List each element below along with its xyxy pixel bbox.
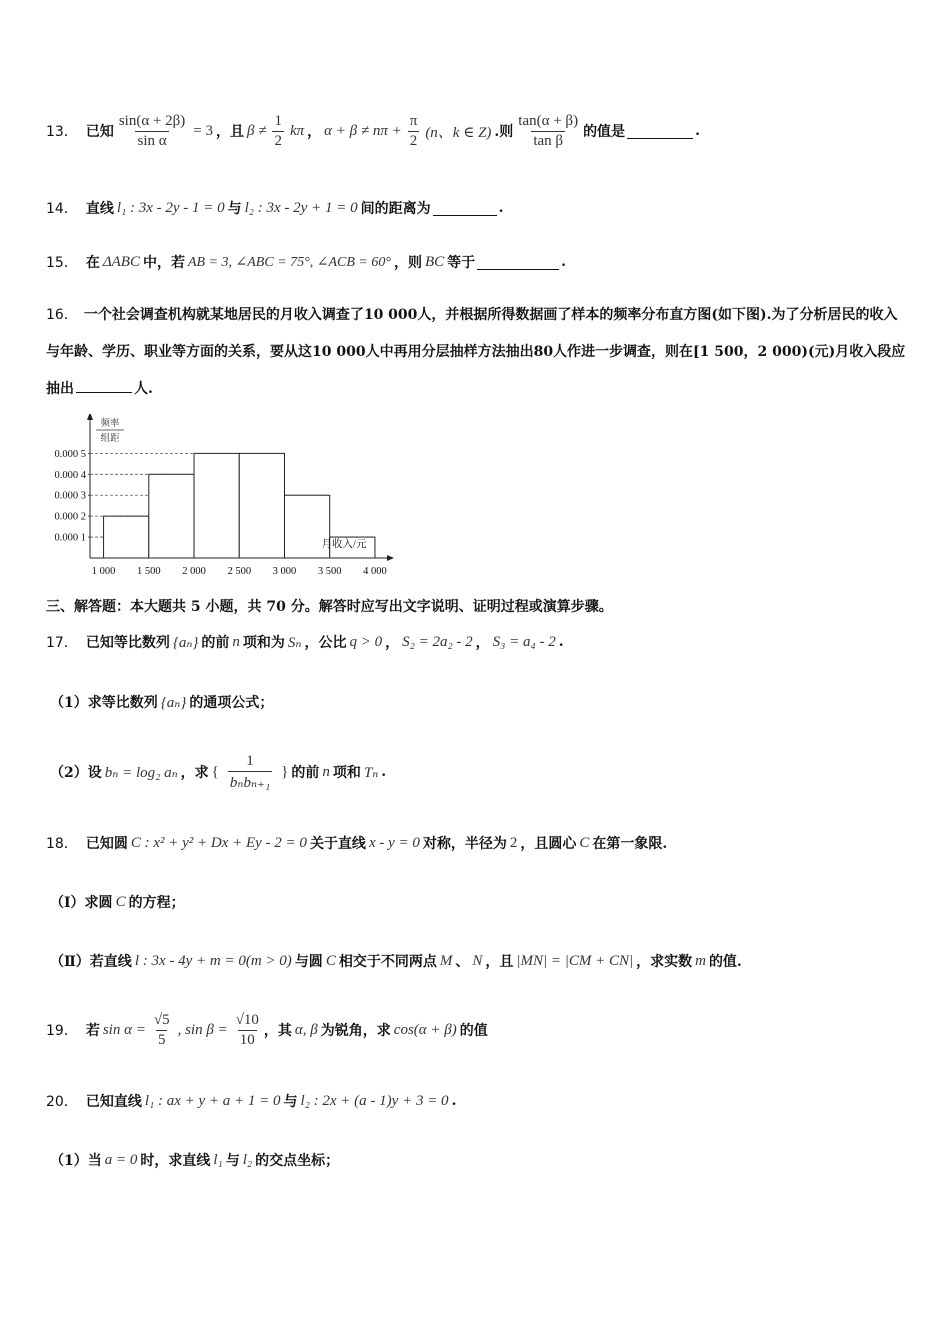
q13-pi-bottom: 2 [409, 132, 418, 149]
q17-p2-text: 的前 [291, 765, 320, 781]
q13-end: . [695, 123, 700, 139]
q20-p1-l2: l₂ [242, 1151, 253, 1168]
y-tick-label: 0.000 1 [54, 532, 86, 544]
q18-radius: 2 [509, 834, 518, 851]
q17-text: ， [385, 635, 400, 651]
answer-blank[interactable] [76, 378, 132, 393]
question-20-part-1 [50, 1143, 339, 1177]
q17-text: 已知等比数列 [85, 635, 170, 651]
q15-text: ，则 [393, 255, 422, 271]
q13-text: 的值是 [583, 124, 626, 140]
q17-p2-definition: bₙ = log₂ aₙ [104, 764, 178, 781]
q13-half-fraction [272, 113, 284, 150]
histogram-bar [149, 474, 194, 558]
q19-sin-alpha: sin α = [102, 1021, 146, 1038]
q14-text: 直线 [85, 201, 114, 217]
q19-fraction-2 [234, 1012, 261, 1049]
q13-cond2-right: (n、k ∈ Z) [425, 124, 492, 141]
histogram-bar [194, 453, 239, 558]
section-3-title: 三、解答题：本大题共 5 小题，共 70 分。解答时应写出文字说明、证明过程或演算步骤。 [46, 599, 613, 615]
answer-blank[interactable] [433, 201, 497, 216]
q14-line2: l₂ : 3x - 2y + 1 = 0 [244, 199, 358, 216]
q17-p2-n: n [322, 763, 330, 780]
q18-p2-line: l : 3x - 4y + m = 0(m > 0) [134, 952, 292, 969]
q19-f2-bottom: 10 [239, 1031, 255, 1048]
q18-p2-n-point: N [472, 952, 483, 969]
q15-text: 等于 [447, 255, 476, 271]
q18-circle: C : x² + y² + Dx + Ey - 2 = 0 [130, 834, 307, 851]
y-tick-label: 0.000 2 [54, 511, 86, 523]
q19-text: 若 [85, 1023, 100, 1039]
question-18 [46, 826, 667, 860]
q16-number: 16． [46, 307, 78, 323]
question-15 [46, 246, 566, 278]
q15-text: 在 [85, 255, 100, 271]
q17-p1-sequence: {aₙ} [160, 694, 187, 711]
question-17-part-1 [50, 685, 273, 719]
question-14 [46, 192, 503, 224]
q18-text: 对称，半径为 [422, 836, 507, 852]
q15-triangle: ΔABC [102, 253, 140, 270]
q17-p2-frac-bottom: bₙbₙ₊₁ [228, 771, 272, 792]
q18-p1-c: C [115, 893, 126, 910]
q19-sin-beta: , sin β = [177, 1021, 228, 1038]
question-18-part-2 [50, 944, 742, 978]
question-20 [46, 1084, 456, 1118]
q20-text: 与 [283, 1094, 298, 1110]
q19-alpha-beta: α, β [294, 1021, 318, 1038]
q17-s3: S₃ = a₄ - 2 [492, 633, 556, 650]
q18-p2-text: 相交于不同两点 [338, 954, 437, 970]
y-axis-arrow [87, 414, 93, 420]
q15-number: 15． [46, 255, 78, 271]
q17-sn: Sₙ [287, 634, 302, 651]
q18-p2-text: ，且 [485, 954, 514, 970]
q17-end: . [558, 634, 564, 650]
q13-half-bottom: 2 [274, 132, 282, 149]
y-axis-label-bottom: 组距 [100, 434, 120, 444]
q17-p2-fraction [225, 753, 275, 792]
q17-p2-end: . [381, 764, 387, 780]
x-tick-label: 1 500 [136, 566, 161, 577]
q17-q: q > 0 [349, 633, 383, 650]
x-tick-label: 2 000 [182, 566, 206, 577]
x-tick-label: 3 000 [272, 566, 297, 577]
q17-p2-text: 项和 [332, 765, 361, 781]
q13-fraction-sin [117, 113, 187, 150]
q17-text: 的前 [201, 635, 230, 651]
q17-p2-t: Tₙ [363, 764, 379, 781]
q19-cos: cos(α + β) [393, 1021, 457, 1038]
answer-blank[interactable] [477, 255, 559, 270]
q13-cond1-right: kπ [289, 122, 305, 139]
question-13 [46, 103, 700, 159]
q18-center: C [579, 834, 590, 851]
q18-p2-c: C [325, 952, 336, 969]
question-16 [46, 297, 906, 408]
q14-text: 与 [227, 201, 242, 217]
q19-f2-top: √10 [235, 1011, 259, 1028]
y-tick-label: 0.000 5 [54, 448, 86, 460]
q18-p2-text: ，求实数 [636, 954, 693, 970]
q19-text: ，其 [263, 1023, 292, 1039]
q19-f1-top: √5 [153, 1011, 170, 1028]
q18-text: 在第一象限. [592, 836, 668, 852]
q13-cond2-left: α + β ≠ nπ + [324, 122, 402, 139]
frequency-histogram [44, 414, 404, 580]
q18-text: ，且圆心 [520, 836, 577, 852]
q18-p2-text: 的值. [708, 954, 742, 970]
q18-number: 18． [46, 836, 78, 852]
q13-half-top: 1 [274, 112, 282, 129]
q13-cond1-left: β ≠ [247, 122, 267, 139]
x-tick-label: 2 500 [227, 566, 252, 577]
q18-p2-m-point: M [439, 952, 453, 969]
q16-text-end: 人. [134, 381, 153, 397]
q18-line: x - y = 0 [368, 834, 420, 851]
q13-equals: = 3 [193, 122, 213, 139]
q14-end: . [498, 200, 504, 216]
q19-text: 为锐角，求 [320, 1023, 391, 1039]
q13-fraction-tan [516, 113, 580, 150]
y-tick-label: 0.000 4 [54, 469, 86, 481]
q20-p1-text: 时，求直线 [140, 1153, 211, 1169]
histogram-bar [239, 453, 284, 558]
q20-p1-text: 与 [225, 1153, 240, 1169]
q18-p2-condition: |MN| = |CM + CN| [516, 952, 634, 969]
question-19 [46, 1003, 488, 1057]
q13-number: 13． [46, 124, 78, 140]
q19-f1-bottom: 5 [157, 1031, 166, 1048]
q14-number: 14． [46, 201, 78, 217]
q15-text: 中，若 [142, 255, 185, 271]
q20-line2: l₂ : 2x + (a - 1)y + 3 = 0 [300, 1092, 449, 1109]
q13-frac2-top: tan(α + β) [518, 112, 579, 129]
q17-p2-brace-close: } [281, 763, 289, 780]
answer-blank[interactable] [627, 124, 693, 139]
q18-text: 关于直线 [309, 836, 366, 852]
q17-p2-text: （2）设 [50, 765, 102, 781]
q13-text: ，且 [216, 124, 244, 140]
q17-p2-text: ，求 [180, 765, 209, 781]
q17-p1-text: （1）求等比数列 [50, 695, 158, 711]
q17-p1-text: 的通项公式； [189, 695, 274, 711]
q17-sequence: {aₙ} [172, 634, 199, 651]
q13-frac1-bottom: sin α [137, 132, 167, 149]
q20-p1-condition: a = 0 [104, 1151, 138, 1168]
q13-pi-top: π [409, 112, 418, 129]
q14-line1: l₁ : 3x - 2y - 1 = 0 [116, 199, 225, 216]
question-17 [46, 625, 564, 659]
q14-text: 间的距离为 [360, 201, 431, 217]
q18-p2-text: （Ⅱ）若直线 [50, 954, 132, 970]
q17-p2-frac-top: 1 [246, 752, 254, 769]
q18-p2-separator: 、 [455, 954, 470, 970]
x-tick-label: 4 000 [363, 566, 387, 577]
q17-s2: S₂ = 2a₂ - 2 [402, 633, 473, 650]
q13-text: ， [307, 124, 322, 140]
q19-text: 的值 [459, 1023, 488, 1039]
q19-fraction-1 [152, 1012, 172, 1049]
q16-text: 一个社会调查机构就某地居民的月收入调查了10 000人，并根据所得数据画了样本的频率分布直方图(如下图).为了分析居民的收入与年龄、学历、职业等方面的关系，要从这10 000人中再用分层抽样方法抽出80人作进一步调查，则在[1 500，2 000)(元)月收入段应抽出 [46, 307, 906, 397]
q20-number: 20． [46, 1094, 78, 1110]
q20-p1-l1: l₁ [213, 1151, 223, 1168]
q20-text: 已知直线 [85, 1094, 142, 1110]
q13-pi-fraction [408, 113, 420, 150]
q18-p1-text: （Ⅰ）求圆 [50, 895, 113, 911]
histogram-bar [104, 516, 149, 558]
q13-text: .则 [494, 124, 514, 140]
q18-text: 已知圆 [85, 836, 128, 852]
q13-frac1-top: sin(α + 2β) [118, 112, 186, 129]
q13-frac2-bottom: tan β [533, 132, 564, 149]
q17-p2-brace-open: { [211, 763, 219, 780]
q18-p2-var: m [695, 952, 706, 969]
question-18-part-1 [50, 885, 185, 919]
q20-p1-text: 的交点坐标； [255, 1153, 340, 1169]
q17-text: ， [475, 635, 490, 651]
q20-end: . [451, 1093, 457, 1109]
q18-p1-text: 的方程； [128, 895, 185, 911]
x-tick-label: 3 500 [317, 566, 342, 577]
q17-text: ，公比 [304, 635, 347, 651]
q20-line1: l₁ : ax + y + a + 1 = 0 [144, 1092, 281, 1109]
q13-text: 已知 [85, 124, 114, 140]
y-tick-label: 0.000 3 [54, 490, 86, 502]
section-heading [46, 595, 613, 617]
q15-condition: AB = 3, ∠ABC = 75°, ∠ACB = 60° [187, 254, 391, 270]
x-tick-label: 1 000 [91, 566, 116, 577]
q15-end: . [561, 254, 567, 270]
x-axis-label: 月收入/元 [321, 539, 367, 550]
q17-number: 17． [46, 635, 78, 651]
y-axis-label-top: 频率 [100, 419, 120, 429]
q19-number: 19． [46, 1023, 78, 1039]
q15-bc: BC [424, 253, 445, 270]
q18-p2-text: 与圆 [294, 954, 323, 970]
q17-text: 项和为 [242, 635, 285, 651]
q20-p1-text: （1）当 [50, 1153, 102, 1169]
q17-n: n [232, 633, 240, 650]
question-17-part-2 [50, 737, 386, 807]
x-axis-arrow [387, 555, 394, 561]
